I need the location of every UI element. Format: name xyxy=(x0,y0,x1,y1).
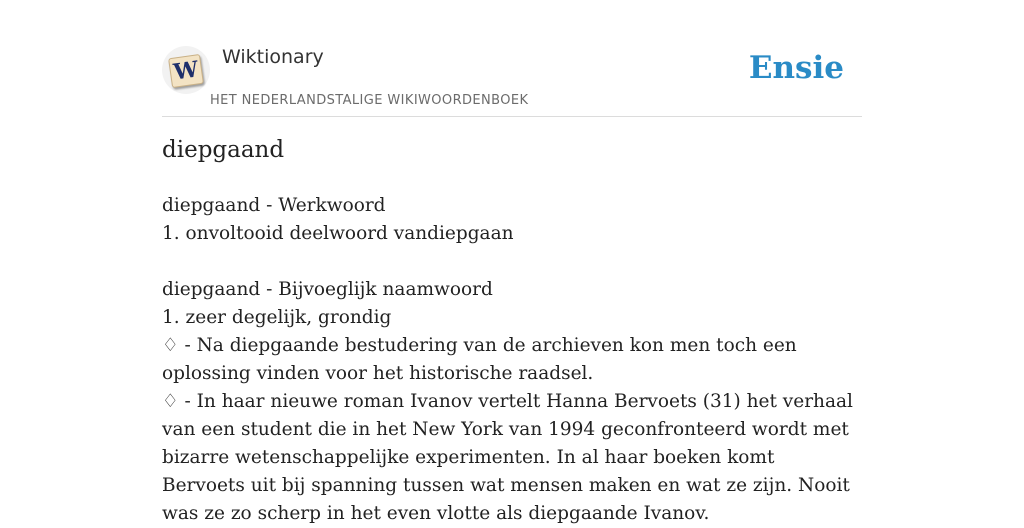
entry-heading-adjective: diepgaand - Bijvoeglijk naamwoord xyxy=(162,279,493,300)
example-line: ♢ - Na diepgaande bestudering van de archieven kon men toch een oplossing vinden voor het historische raadsel. xyxy=(162,335,797,384)
site-header xyxy=(162,44,862,117)
definition-line: 1. zeer degelijk, grondig xyxy=(162,307,392,328)
example-line: ♢ - In haar nieuwe roman Ivanov vertelt Hanna Bervoets (31) het verhaal van een student die in het New York van 1994 geconfronteerd wordt met bizarre wetenschappelijke experimenten. In al haar boeken komt Bervoets uit bij spanning tussen wat mensen maken en wat ze zijn. Nooit was ze zo scherp in het even vlotte als diepgaande Ivanov. xyxy=(162,391,853,524)
entry-spacer xyxy=(162,248,862,276)
site-tagline: HET NEDERLANDSTALIGE WIKIWOORDENBOEK xyxy=(210,93,529,108)
site-name[interactable]: Wiktionary xyxy=(222,46,324,68)
entry-heading-verb: diepgaand - Werkwoord xyxy=(162,195,386,216)
ensie-brand-logo[interactable]: Ensie xyxy=(748,50,844,86)
definition-line: 1. onvoltooid deelwoord vandiepgaan xyxy=(162,223,514,244)
definition-content xyxy=(162,192,862,528)
wiktionary-logo[interactable] xyxy=(162,46,210,94)
logo-tile-icon: W xyxy=(168,54,204,88)
page-title: diepgaand xyxy=(162,137,285,163)
